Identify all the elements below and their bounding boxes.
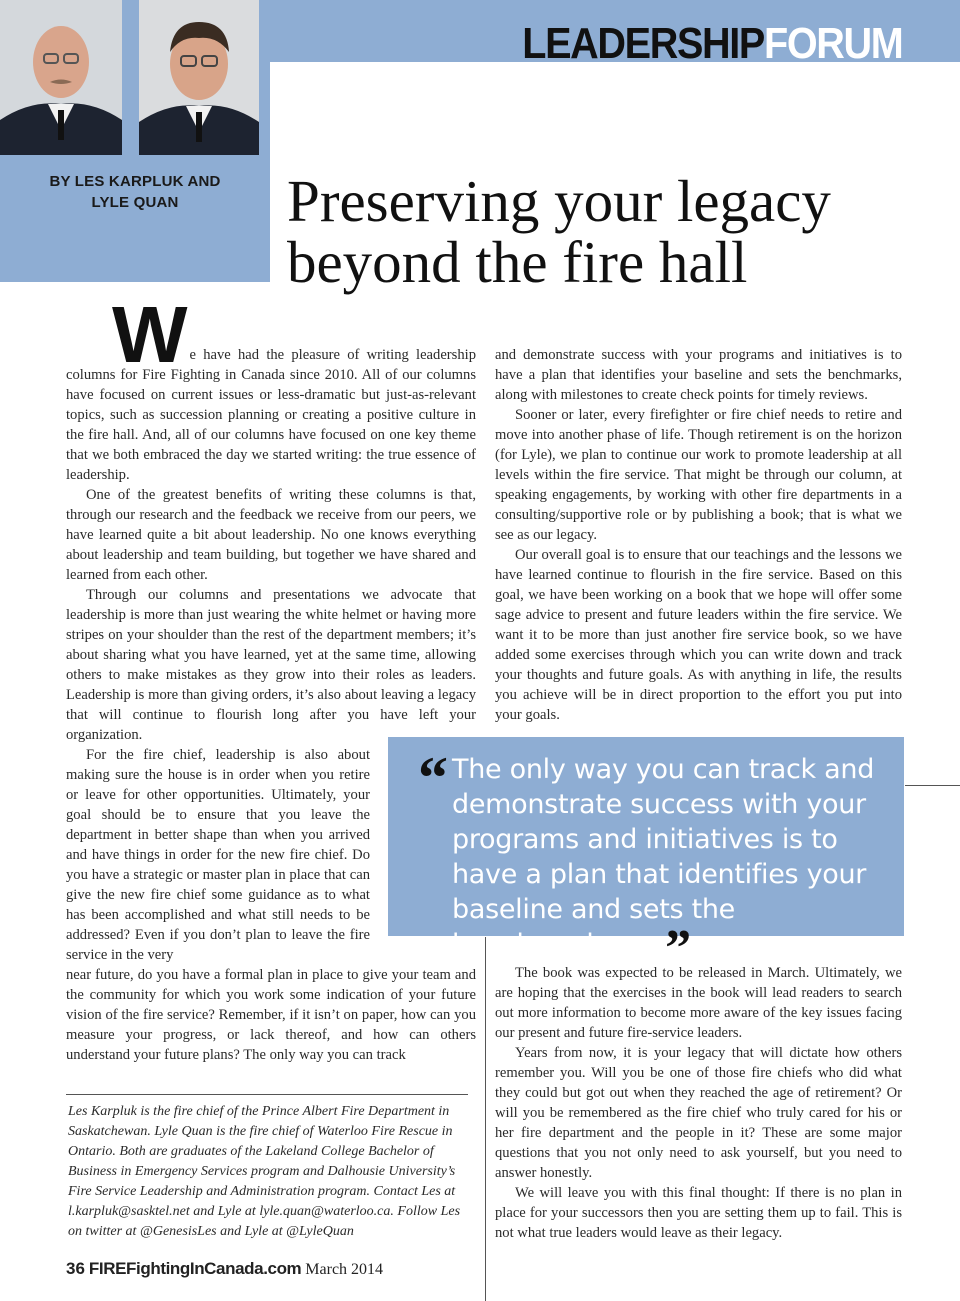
headline-line-1: Preserving your legacy (287, 168, 831, 234)
section-title (521, 19, 902, 68)
article-column-left (66, 290, 476, 1065)
headline-line-2: beyond the fire hall (287, 229, 748, 295)
author-photo-les-karpluk (0, 0, 122, 155)
issue-date: March 2014 (305, 1261, 384, 1278)
author-photo-lyle-quan (139, 0, 259, 155)
article-column-right (495, 345, 902, 725)
close-quote-mark: ” (665, 920, 691, 977)
article-column-right-lower (495, 963, 902, 1243)
paragraph-8: Years from now, it is your legacy that will dictate how others remember you. Will you be one of those fire chiefs who did what they could but got out when they reached the age of retirement? Or will you be remembered as the fire chief who truly cared for his or her fire department and the people in it? These are some major questions that you not only need to ask yourself, but you need to answer honestly. (495, 1045, 902, 1181)
section-title-light: FORUM (763, 19, 902, 68)
portrait-illustration (0, 0, 122, 155)
page-number: 36 (66, 1259, 85, 1278)
pull-quote-text: The only way you can track and demonstrate success with your programs and initiatives is to have a plan that identifies your baseline and sets the benchmarks . . . (452, 754, 875, 960)
author-bio: Les Karpluk is the fire chief of the Prince Albert Fire Department in Saskatchewan. Lyle Quan is the fire chief of Waterloo Fire Rescue in Ontario. Both are graduates of the Lakeland College Bachelor of Business in Emergency Services program and Dalhousie University’s Fire Service Leadership and Administration program. Contact Les at l.karpluk@sasktel.net and Lyle at lyle.quan@waterloo.ca. Follow Les on twitter at @GenesisLes and Lyle at @LyleQuan (68, 1104, 461, 1239)
paragraph-7: The book was expected to be released in March. Ultimately, we are hoping that the exercises in the book will lead readers to search out more information to become more aware of the key issues facing our present and future fire-service leaders. (495, 965, 902, 1041)
paragraph-1-text: e have had the pleasure of writing leadership columns for Fire Fighting in Canada since 2010. All of our columns have focused on current issues or less-dramatic but just-as-relevant topics, such as succession planning or creating a positive culture in the fire hall. And, all of our columns have focused on one key theme that we both embraced the day we started writing: the true essence of leadership. (66, 347, 476, 483)
pull-quote-rule (905, 785, 960, 786)
paragraph-4c: and demonstrate success with your programs and initiatives is to have a plan that identifies your baseline and sets the benchmarks, along with milestones to create check points for timely reviews. (495, 347, 902, 403)
paragraph-2: One of the greatest benefits of writing these columns is that, through our research and the feedback we receive from our peers, we have learned quite a bit about leadership. No one knows everything about leadership and team building, but together we have shared and learned from each other. (66, 487, 476, 583)
paragraph-4a: For the fire chief, leadership is also about making sure the house is in order when you retire or leave for other opportunities. Ultimately, your goal should be to ensure that you leave the department in better shape than when you arrived and have things in order for the new fire chief. Do you have a strategic or master plan in place that can give the new fire chief some guidance as to what has been accomplished and what still needs to be addressed? Even if you don’t plan to leave the fire service in the very (66, 747, 370, 963)
pull-quote (452, 752, 892, 977)
column-divider (485, 937, 486, 1301)
magazine-website: FIREFightingInCanada.com (88, 1259, 302, 1278)
drop-cap: W (112, 290, 188, 379)
author-panel (0, 0, 270, 282)
paragraph-4b: near future, do you have a formal plan in place to give your team and the community for which you work some indication of your future vision of the fire service? Remember, if it isn’t on paper, how can you measure your progress, or lack thereof, and how can others understand your future plans? The only way you can track (66, 967, 476, 1063)
byline-line-2: LYLE QUAN (91, 194, 179, 211)
bio-divider (66, 1094, 468, 1095)
paragraph-1 (66, 290, 476, 485)
byline (0, 171, 270, 213)
page-footer (66, 1259, 383, 1279)
byline-line-1: BY LES KARPLUK AND (49, 173, 221, 190)
section-title-dark: LEADERSHIP (521, 19, 764, 68)
article-headline (287, 168, 927, 295)
open-quote-mark: “ (418, 745, 448, 811)
portrait-illustration (139, 0, 259, 155)
paragraph-6: Our overall goal is to ensure that our teachings and the lessons we have learned continue to flourish in the fire service. Based on this goal, we have been working on a book that we hope will offer some sage advice to present and future leaders within the fire service. We want it to be more than just another fire service book, so we have added some exercises through which you can write down and track your thoughts and future goals. As with anything in life, the results you achieve will be in direct proportion to the effort you put into your goals. (495, 547, 902, 723)
paragraph-3: Through our columns and presentations we advocate that leadership is more than just wearing the white helmet or having more stripes on your shoulder than the rest of the department members; it’s about sharing what you have learned, yet at the same time, allowing others to make mistakes as they grow into their roles as leaders. Leadership is more than giving orders, it’s also about leaving a legacy that will continue to flourish long after you have left your organization. (66, 587, 476, 743)
paragraph-5: Sooner or later, every firefighter or fire chief needs to retire and move into another phase of life. Though retirement is on the horizon (for Lyle), we plan to continue our work to promote leadership at all levels within the fire service. That might be through our column, at speaking engagements, by working with other fire departments in a consulting/supportive role or by publishing a book; that is what we see as our legacy. (495, 407, 902, 543)
paragraph-9: We will leave you with this final thought: If there is no plan in place for your successors then you are setting them up to fail. This is not what true leaders would leave as their legacy. (495, 1185, 902, 1241)
